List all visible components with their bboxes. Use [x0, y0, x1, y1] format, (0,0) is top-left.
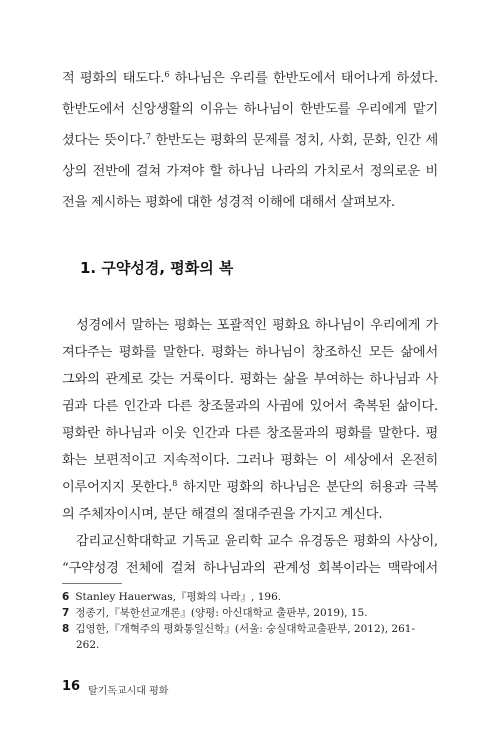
- body-line: 적 평화의 태도다.$^6$ 하나님은 우리를 한반도에서 태어나게 하셨다.: [62, 70, 438, 86]
- footnote-6: 6 Stanley Hauerwas,『평화의 나라』, 196.: [62, 591, 282, 603]
- body-line: 평화란 하나님과 이웃 인간과 다른 창조물과의 평화를 말한다. 평: [62, 426, 438, 441]
- body-line: “구약성경 전체에 걸쳐 하나님과의 관계성 회복이라는 맥락에서: [62, 561, 438, 576]
- footnote-7: 7 정종기,『북한선교개론』(양평: 아신대학교 출판부, 2019), 15.: [62, 607, 368, 619]
- body-line: 귐과 다른 인간과 다른 창조물과의 사귐에 있어서 축복된 삶이다.: [62, 399, 438, 414]
- body-line: 의 주체자이시며, 분단 해결의 절대주권을 가지고 계신다.: [62, 507, 383, 522]
- footnote-ref: 7: [145, 132, 151, 141]
- body-line: 한반도에서 신앙생활의 이유는 하나님이 한반도를 우리에게 맡기: [62, 102, 438, 117]
- footnote-8-continued: 262.: [76, 639, 100, 651]
- footnote-divider: [62, 583, 122, 584]
- body-line: 져다주는 평화를 말한다. 평화는 하나님이 창조하신 모든 삶에서: [62, 345, 438, 360]
- page-number: 16: [62, 679, 81, 694]
- footnote-8: 8 김영한,『개혁주의 평화통일신학』(서울: 숭실대학교출판부, 2012), 261-: [62, 623, 416, 635]
- footnote-ref: 8: [172, 479, 178, 488]
- body-line: 화는 보편적이고 지속적이다. 그러나 평화는 이 세상에서 온전히: [62, 453, 438, 468]
- body-line: 전을 제시하는 평화에 대한 성경적 이해에 대해서 살펴보자.: [62, 195, 395, 210]
- footnote-ref: 6: [164, 70, 170, 79]
- running-head: 탈기독교시대 평화: [88, 686, 169, 697]
- body-line: 셨다는 뜻이다.$^7$ 한반도는 평화의 문제를 정치, 사회, 문화, 인간 세: [62, 132, 439, 148]
- body-line: 감리교신학대학교 기독교 윤리학 교수 유경동은 평화의 사상이,: [76, 534, 438, 549]
- section-heading: 1. 구약성경, 평화의 복: [80, 259, 234, 277]
- body-line: 이루어지지 못한다.$^8$ 하지만 평화의 하나님은 분단의 허용과 극복: [62, 479, 439, 495]
- body-line: 그와의 관계로 갖는 거룩이다. 평화는 삶을 부여하는 하나님과 사: [62, 372, 438, 387]
- body-line: 성경에서 말하는 평화는 포괄적인 평화요 하나님이 우리에게 가: [76, 318, 438, 333]
- body-line: 상의 전반에 걸쳐 가져야 할 하나님 나라의 가치로서 정의로운 비: [62, 164, 438, 179]
